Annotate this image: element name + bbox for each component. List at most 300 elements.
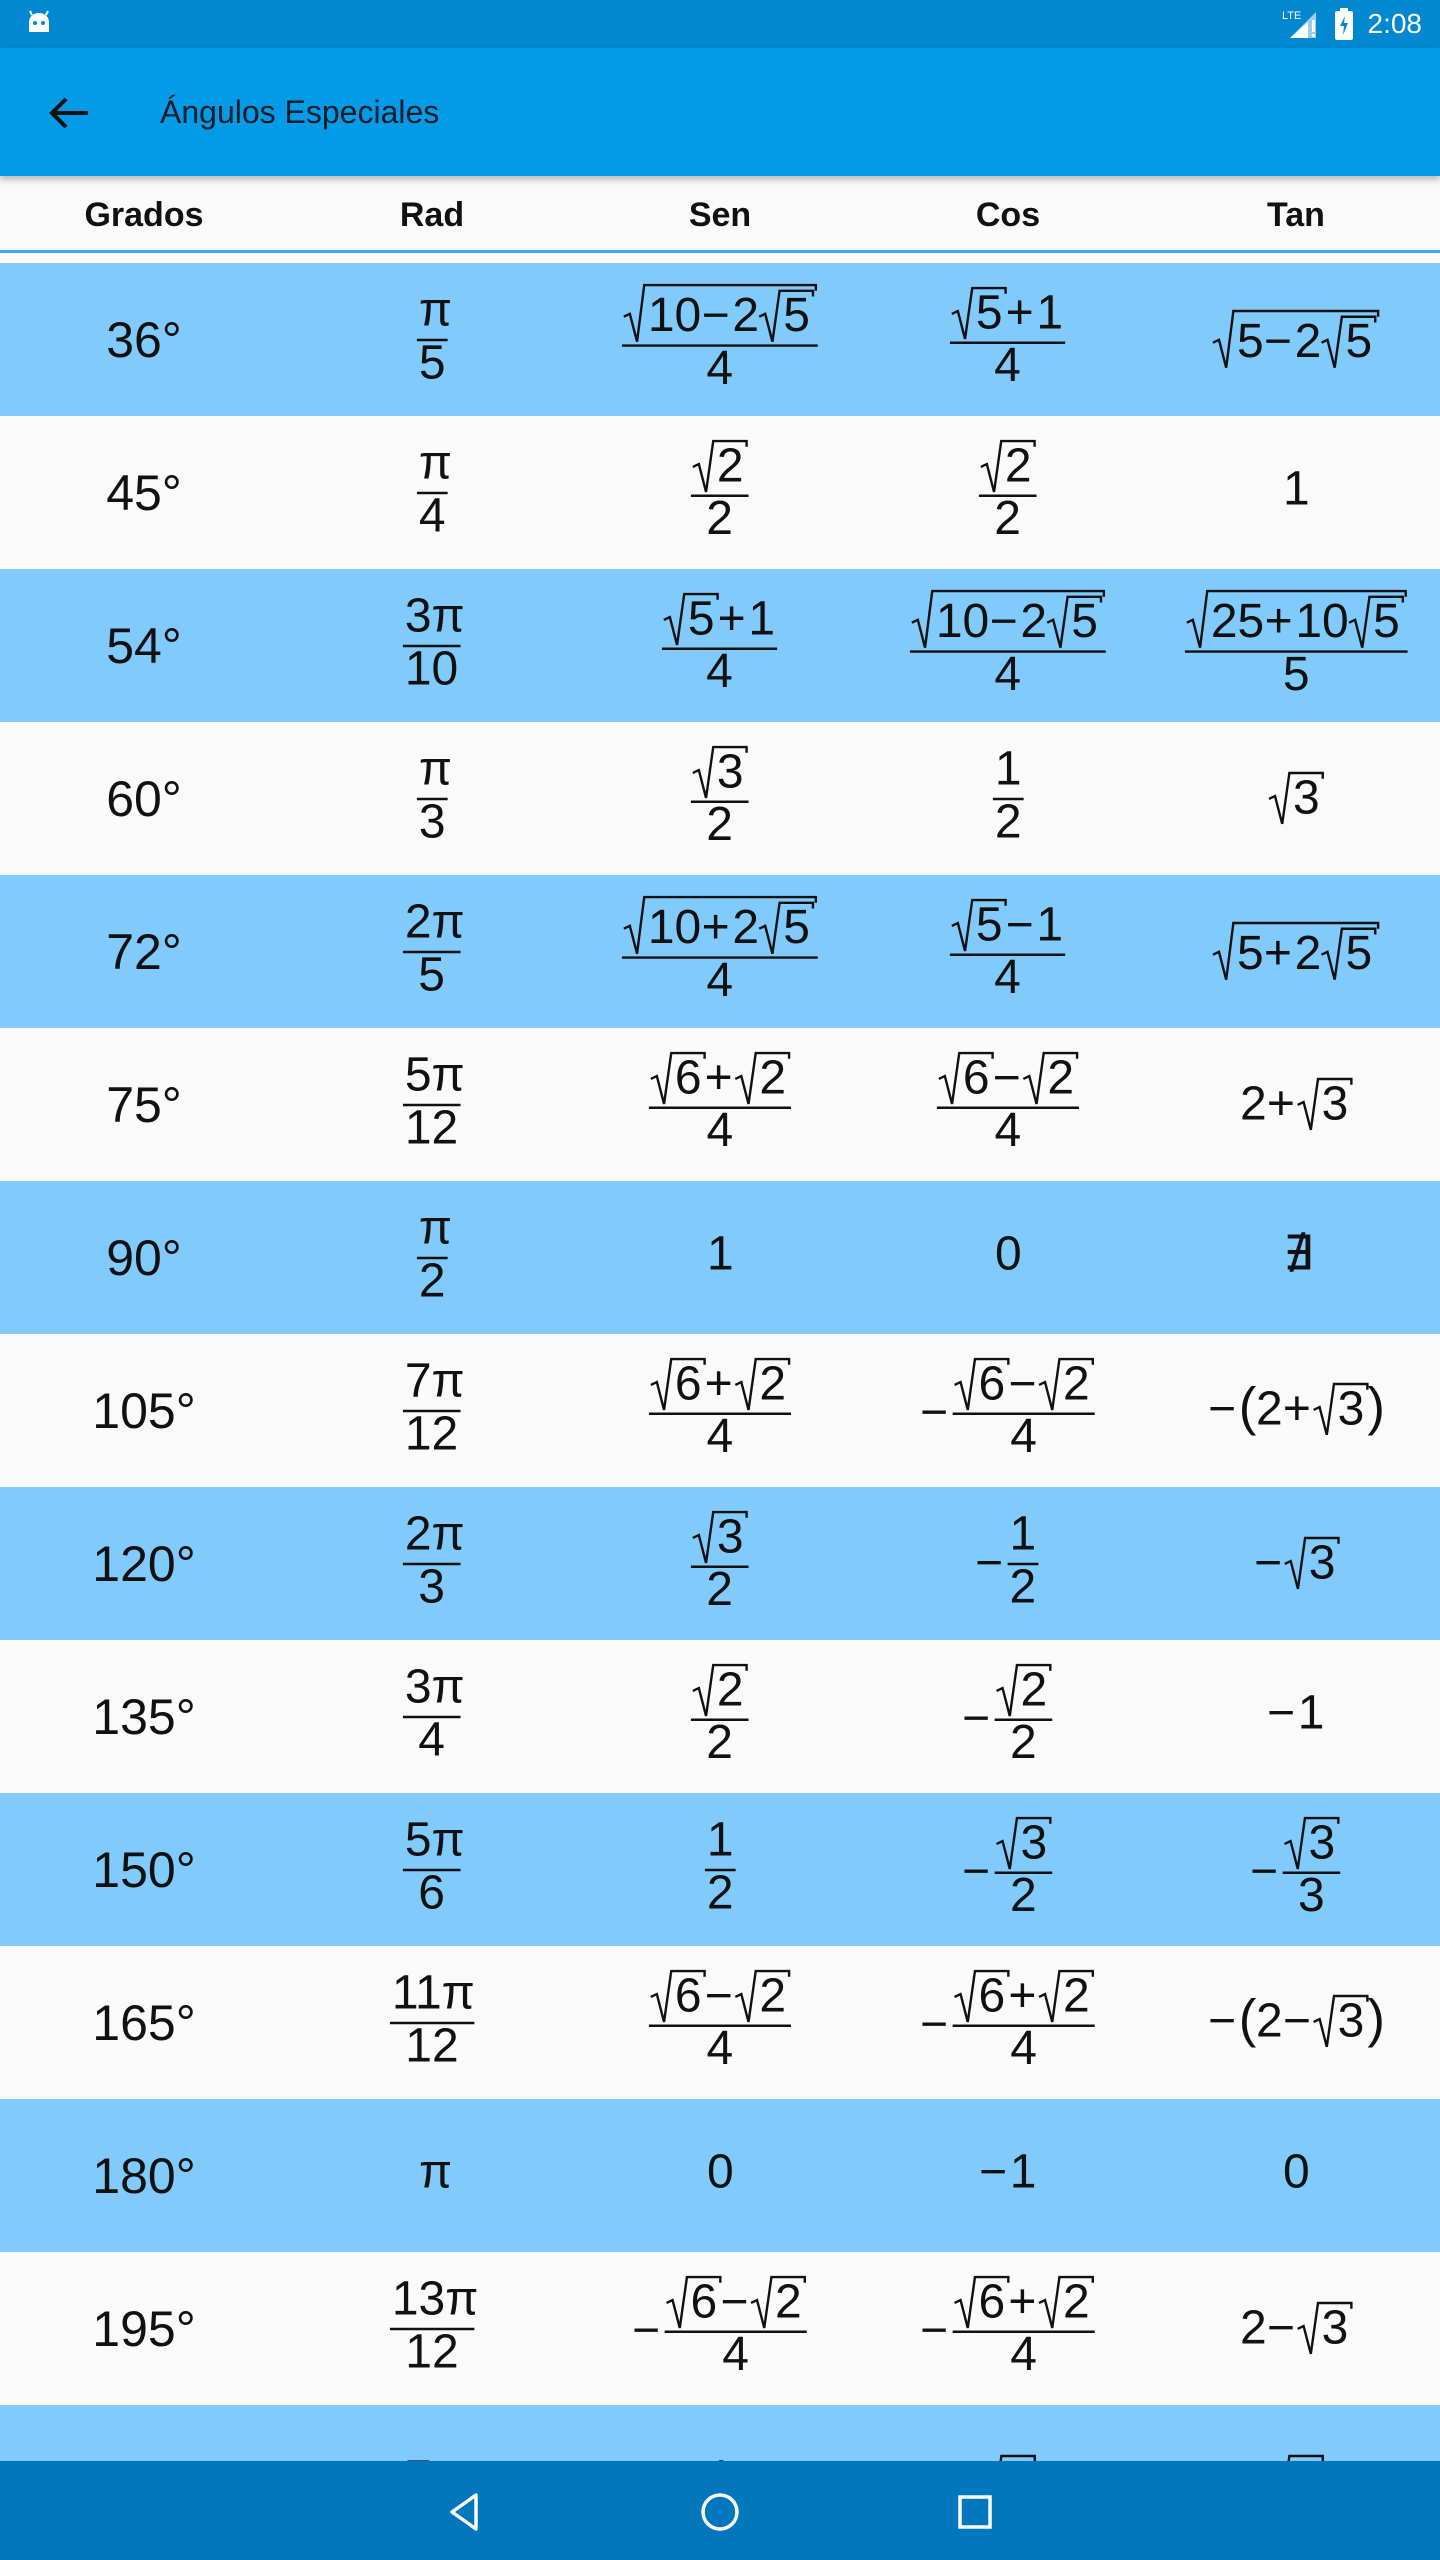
math-expression — [960, 1816, 1057, 1924]
cell-rad — [288, 1640, 576, 1793]
cell-grados — [0, 1640, 288, 1793]
math-operator: + — [717, 591, 746, 645]
math-text: 10 — [404, 641, 459, 695]
math-text: 4 — [706, 1409, 734, 1463]
math-expression — [1206, 1989, 1387, 2052]
degrees-value: 90° — [106, 1229, 182, 1286]
math-operator: + — [704, 1356, 733, 1410]
cell-grados — [0, 1334, 288, 1487]
math-expression — [973, 1507, 1043, 1615]
math-text: 2 — [1255, 1382, 1283, 1436]
degrees-value: 150° — [92, 1841, 196, 1898]
cell-rad — [288, 263, 576, 416]
math-text: 0 — [994, 1227, 1022, 1281]
math-expression — [618, 895, 822, 1009]
cell-rad — [288, 1946, 576, 2099]
math-text: 5 — [687, 591, 715, 645]
cell-rad — [288, 1334, 576, 1487]
math-operator: − — [1207, 1994, 1236, 2048]
math-expression — [413, 742, 452, 850]
cell-cos — [864, 416, 1152, 569]
math-text: 5 — [1372, 594, 1400, 648]
math-text: π — [418, 436, 452, 490]
math-text: 6 — [690, 2274, 717, 2328]
android-icon — [26, 10, 52, 36]
math-expression — [413, 283, 452, 391]
degrees-value: 195° — [92, 2300, 196, 2357]
math-text: 3 — [418, 794, 446, 848]
math-expression — [933, 1051, 1083, 1159]
math-expression — [1206, 1377, 1387, 1440]
table-row — [0, 2252, 1440, 2405]
math-text: 2π — [404, 895, 465, 949]
cell-sen — [576, 1487, 864, 1640]
math-text: 4 — [1009, 2021, 1037, 2075]
cell-tan — [1152, 569, 1440, 722]
cell-rad — [288, 416, 576, 569]
math-text: π — [418, 1201, 452, 1255]
recents-square-icon[interactable] — [948, 2485, 1002, 2539]
math-expression — [946, 898, 1070, 1006]
math-expression — [687, 1510, 753, 1618]
math-text: 1 — [1009, 1507, 1037, 1561]
cell-grados — [0, 875, 288, 1028]
math-text: 0 — [1282, 2145, 1310, 2199]
math-text: 3 — [716, 1509, 744, 1563]
math-expression — [1248, 1816, 1345, 1924]
math-text: 3 — [418, 1559, 445, 1613]
cell-tan — [1152, 1946, 1440, 2099]
math-text: 2 — [1240, 1077, 1267, 1131]
degrees-value: 180° — [92, 2147, 196, 2204]
degrees-value: 120° — [92, 1535, 196, 1592]
math-expression — [975, 439, 1041, 547]
math-text: 5 — [1345, 927, 1373, 981]
cell-cos — [864, 722, 1152, 875]
math-text: 4 — [706, 2021, 734, 2075]
math-operator: − — [919, 2303, 948, 2357]
math-text: 6 — [674, 1968, 702, 2022]
table-row — [0, 1181, 1440, 1334]
math-operator: − — [1253, 1536, 1282, 1590]
math-operator: + — [1282, 1382, 1311, 1436]
math-text: 12 — [404, 2018, 459, 2072]
math-expression — [399, 895, 465, 1003]
cell-grados — [0, 1793, 288, 1946]
math-expression — [687, 745, 753, 853]
math-text: 2 — [732, 900, 760, 954]
math-text: 5 — [783, 900, 810, 954]
math-text: 3 — [716, 744, 744, 798]
table-row — [0, 1334, 1440, 1487]
table-row — [0, 569, 1440, 722]
cell-rad — [288, 875, 576, 1028]
math-expression — [1265, 1686, 1327, 1743]
math-expression — [701, 1813, 740, 1921]
math-operator: − — [719, 2274, 748, 2328]
math-text: 2 — [994, 794, 1022, 848]
math-text: 1 — [1036, 285, 1064, 339]
math-expression — [386, 1966, 479, 2074]
cell-cos — [864, 1487, 1152, 1640]
math-expression — [989, 742, 1028, 850]
cell-sen — [576, 416, 864, 569]
math-text: 10 — [647, 288, 702, 342]
math-operator: − — [1267, 1686, 1296, 1740]
cell-grados — [0, 1487, 288, 1640]
math-operator: − — [961, 1844, 990, 1898]
math-text: 4 — [418, 1712, 445, 1766]
math-operator: + — [1007, 1968, 1036, 2022]
math-text: 4 — [721, 2327, 749, 2381]
math-text: ∄ — [1282, 1227, 1313, 1281]
math-expression — [705, 1227, 736, 1284]
math-operator: + — [704, 1050, 733, 1104]
math-text: 6 — [978, 1968, 1005, 2022]
math-text: 1 — [994, 742, 1022, 796]
back-triangle-icon[interactable] — [438, 2485, 492, 2539]
math-text: 3 — [1308, 1815, 1335, 1869]
math-expression — [977, 2145, 1039, 2202]
math-text: 2 — [418, 1253, 446, 1307]
cell-tan — [1152, 722, 1440, 875]
math-text: 2 — [1294, 927, 1322, 981]
math-operator: − — [919, 1385, 948, 1439]
math-text: 2π — [404, 1507, 465, 1561]
table-row — [0, 1793, 1440, 1946]
cell-grados — [0, 1946, 288, 2099]
math-text: 2 — [1004, 438, 1032, 492]
math-expression — [399, 1660, 465, 1768]
math-text: 6 — [978, 2274, 1005, 2328]
math-operator: + — [701, 900, 730, 954]
math-expression — [399, 1048, 465, 1156]
math-text: 3 — [1337, 1994, 1364, 2048]
math-text: 12 — [404, 1406, 459, 1460]
math-text: π — [418, 742, 452, 796]
math-text: 2 — [994, 491, 1021, 545]
math-text: 5 — [975, 897, 1003, 951]
cell-grados — [0, 1181, 288, 1334]
math-operator: + — [1264, 594, 1293, 648]
cell-sen — [576, 1334, 864, 1487]
cell-rad — [288, 1028, 576, 1181]
math-text: 5 — [1237, 315, 1264, 369]
math-operator: − — [1282, 1994, 1311, 2048]
math-expression — [417, 2145, 452, 2202]
math-text: 2 — [706, 1715, 733, 1769]
math-text: 3π — [404, 1660, 465, 1714]
lte-signal-icon — [1282, 8, 1320, 40]
math-text: 6 — [962, 1050, 990, 1104]
math-expression — [946, 286, 1070, 394]
math-text: 3 — [1297, 1868, 1325, 1922]
arrow-back-icon[interactable] — [40, 88, 100, 138]
math-text: 2 — [706, 1865, 734, 1919]
math-text: 4 — [994, 950, 1021, 1004]
math-expression — [645, 1357, 795, 1465]
cell-sen — [576, 263, 864, 416]
table-row — [0, 416, 1440, 569]
math-operator: + — [1005, 285, 1034, 339]
degrees-value: 165° — [92, 1994, 196, 2051]
table-row — [0, 875, 1440, 1028]
table-row — [0, 1028, 1440, 1181]
math-text: 1 — [706, 1813, 734, 1867]
table-row — [0, 1487, 1440, 1640]
math-operator: − — [992, 1050, 1021, 1104]
table-row — [0, 1946, 1440, 2099]
math-text: 4 — [1009, 1409, 1037, 1463]
math-text: 5 — [1071, 594, 1098, 648]
degrees-value: 36° — [106, 311, 182, 368]
math-paren: ( — [1238, 1377, 1256, 1437]
cell-tan — [1152, 1334, 1440, 1487]
cell-sen — [576, 1946, 864, 2099]
math-text: 2 — [1240, 2301, 1267, 2355]
cell-rad — [288, 2252, 576, 2405]
math-text: 5 — [418, 947, 445, 1001]
math-text: 2 — [1009, 1715, 1037, 1769]
math-expression — [413, 436, 452, 544]
cell-grados — [0, 2099, 288, 2252]
math-text: 2 — [706, 491, 733, 545]
math-text: 3 — [1020, 1815, 1047, 1869]
cell-cos — [864, 569, 1152, 722]
math-text: 2 — [759, 1356, 787, 1410]
cell-tan — [1152, 2099, 1440, 2252]
math-text: 4 — [706, 953, 734, 1007]
math-text: 7π — [404, 1354, 465, 1408]
math-text: 2 — [1009, 1868, 1037, 1922]
math-text: 2 — [732, 288, 760, 342]
math-text: 0 — [706, 2145, 734, 2199]
math-text: 1 — [1036, 897, 1064, 951]
angles-table[interactable] — [0, 253, 1440, 2461]
math-text: 2 — [1062, 1968, 1090, 2022]
math-text: 2 — [1062, 1356, 1090, 1410]
math-operator: − — [989, 594, 1018, 648]
math-text: 5 — [975, 285, 1003, 339]
math-text: 3 — [1308, 1536, 1335, 1590]
math-operator: − — [1249, 1844, 1278, 1898]
math-expression — [918, 2275, 1099, 2383]
math-text: 6 — [674, 1356, 702, 1410]
table-row — [0, 1640, 1440, 1793]
math-text: 6 — [418, 1865, 445, 1919]
math-expression — [413, 1201, 452, 1309]
cell-grados — [0, 416, 288, 569]
cell-cos — [864, 875, 1152, 1028]
math-operator: − — [975, 1535, 1004, 1589]
math-operator: − — [979, 2145, 1008, 2199]
math-text: 12 — [404, 2324, 459, 2378]
column-header-tan: Tan — [1267, 196, 1325, 234]
math-text: 2 — [759, 1050, 787, 1104]
math-expression — [1211, 308, 1381, 371]
math-text: 5π — [404, 1813, 465, 1867]
cell-sen — [576, 2099, 864, 2252]
cell-grados — [0, 2252, 288, 2405]
math-operator: − — [704, 1968, 733, 2022]
page-title: Ángulos Especiales — [160, 94, 440, 130]
column-header-cos: Cos — [975, 196, 1041, 234]
degrees-value: 105° — [92, 1382, 196, 1439]
math-text: 4 — [994, 647, 1022, 701]
cell-sen — [576, 1028, 864, 1181]
math-operator: + — [1263, 927, 1292, 981]
math-expression — [1238, 2300, 1354, 2357]
math-operator: − — [1266, 2301, 1295, 2355]
cell-rad — [288, 2099, 576, 2252]
math-expression — [399, 1354, 465, 1462]
cell-grados — [0, 569, 288, 722]
cell-cos — [864, 263, 1152, 416]
math-expression — [399, 589, 465, 697]
math-operator: − — [1005, 897, 1034, 951]
math-expression — [1181, 589, 1412, 703]
cell-cos — [864, 1793, 1152, 1946]
home-circle-icon[interactable] — [693, 2485, 747, 2539]
math-text: 5 — [1345, 315, 1373, 369]
math-text: 2 — [1020, 594, 1048, 648]
degrees-value: 54° — [106, 617, 182, 674]
math-expression — [618, 283, 822, 397]
math-text: 2 — [1062, 2274, 1090, 2328]
cell-grados — [0, 722, 288, 875]
cell-grados — [0, 263, 288, 416]
math-text: 4 — [418, 488, 446, 542]
math-text: 3 — [1293, 771, 1320, 825]
math-text: 1 — [1009, 2145, 1037, 2199]
math-paren: ) — [1366, 1989, 1385, 2049]
math-text: 3 — [1321, 2301, 1349, 2355]
math-text: 2 — [1294, 315, 1322, 369]
math-expression — [1252, 1535, 1341, 1592]
degrees-value: 60° — [106, 770, 182, 827]
math-expression — [1267, 770, 1325, 827]
math-expression — [906, 589, 1110, 703]
math-expression — [687, 1663, 753, 1771]
math-expression — [918, 1969, 1099, 2077]
app-bar — [0, 48, 1440, 176]
math-expression — [645, 1969, 795, 2077]
cell-sen — [576, 722, 864, 875]
math-text: 3π — [404, 589, 465, 643]
math-text: 2 — [706, 1562, 733, 1616]
math-operator: − — [701, 288, 730, 342]
math-text: 6 — [978, 1356, 1005, 1410]
cell-rad — [288, 1181, 576, 1334]
cell-sen — [576, 1793, 864, 1946]
math-operator: − — [961, 1691, 990, 1745]
math-text: 1 — [1297, 1686, 1325, 1740]
math-text: 10 — [935, 594, 990, 648]
cell-sen — [576, 1181, 864, 1334]
math-expression — [1238, 1076, 1354, 1133]
math-text: 5π — [404, 1048, 465, 1102]
cell-rad — [288, 722, 576, 875]
cell-sen — [576, 569, 864, 722]
cell-tan — [1152, 1640, 1440, 1793]
cell-cos — [864, 2099, 1152, 2252]
math-text: 4 — [994, 1103, 1022, 1157]
math-text: 4 — [706, 644, 733, 698]
math-operator: + — [1266, 1077, 1295, 1131]
math-expression — [399, 1813, 465, 1921]
cell-tan — [1152, 1487, 1440, 1640]
math-operator: − — [1207, 1382, 1236, 1436]
math-expression — [918, 1357, 1099, 1465]
degrees-value: 45° — [106, 464, 182, 521]
table-row — [0, 2099, 1440, 2252]
math-text: 5 — [783, 288, 810, 342]
math-text: 4 — [706, 341, 734, 395]
table-row — [0, 722, 1440, 875]
math-expression — [658, 592, 782, 700]
math-text: 2 — [716, 1662, 744, 1716]
cell-tan — [1152, 875, 1440, 1028]
math-text: 2 — [706, 797, 733, 851]
cell-grados — [0, 1028, 288, 1181]
cell-cos — [864, 1640, 1152, 1793]
math-text: 25 — [1210, 594, 1264, 648]
cell-rad — [288, 1487, 576, 1640]
math-paren: ) — [1366, 1377, 1385, 1437]
math-operator: − — [631, 2303, 660, 2357]
degrees-value: 135° — [92, 1688, 196, 1745]
degrees-value: 75° — [106, 1076, 182, 1133]
math-text: 5 — [1237, 927, 1264, 981]
math-expression — [386, 2272, 479, 2380]
math-text: 2 — [1009, 1559, 1037, 1613]
clock: 2:08 — [1367, 8, 1422, 39]
math-expression — [645, 1051, 795, 1159]
math-text: 5 — [418, 335, 446, 389]
cell-cos — [864, 1181, 1152, 1334]
cell-tan — [1152, 416, 1440, 569]
math-operator: − — [1263, 315, 1292, 369]
status-bar — [0, 0, 1440, 48]
math-expression — [630, 2275, 811, 2383]
cell-tan — [1152, 1028, 1440, 1181]
cell-tan — [1152, 1793, 1440, 1946]
math-text: 5 — [1282, 647, 1310, 701]
math-text: 1 — [748, 591, 776, 645]
math-text: 1 — [1282, 462, 1310, 516]
math-expression — [1281, 2145, 1312, 2202]
math-expression — [960, 1663, 1057, 1771]
math-expression — [705, 2145, 736, 2202]
math-paren: ( — [1238, 1989, 1256, 2049]
network-label: LTE — [1282, 10, 1302, 22]
math-text: 10 — [1294, 594, 1349, 648]
cell-sen — [576, 2252, 864, 2405]
math-expression — [399, 1507, 465, 1615]
cell-tan — [1152, 263, 1440, 416]
math-text: 2 — [716, 438, 744, 492]
math-text: 10 — [647, 900, 702, 954]
cell-tan — [1152, 1181, 1440, 1334]
cell-rad — [288, 1793, 576, 1946]
math-text: 4 — [1009, 2327, 1037, 2381]
math-expression — [993, 1227, 1024, 1284]
cell-cos — [864, 1028, 1152, 1181]
math-text: 13π — [391, 2272, 478, 2326]
math-text: 2 — [1047, 1050, 1075, 1104]
math-text: 4 — [994, 338, 1021, 392]
math-text: π — [418, 283, 452, 337]
